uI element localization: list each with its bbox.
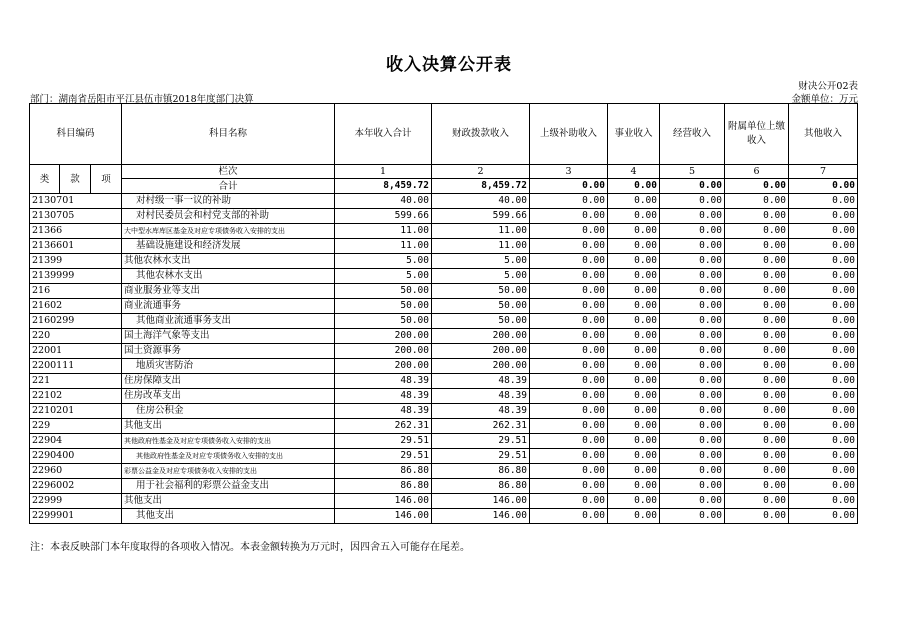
row-name: 商业服务业等支出: [122, 284, 335, 299]
row-name: 其他政府性基金及对应专项债务收入安排的支出: [122, 449, 335, 464]
income-table: [29, 103, 858, 524]
total-label: 合计: [122, 179, 335, 194]
row-value: 0.00: [608, 344, 660, 359]
row-name: 其他农林水支出: [122, 254, 335, 269]
row-value: 0.00: [725, 419, 789, 434]
row-value: 0.00: [725, 374, 789, 389]
total-value: 0.00: [530, 179, 608, 194]
table-row: [30, 449, 858, 464]
row-code: 2160299: [30, 314, 122, 329]
table-row: [30, 284, 858, 299]
header-c7: 其他收入: [789, 104, 858, 165]
table-row: [30, 404, 858, 419]
row-value: 0.00: [608, 434, 660, 449]
row-value: 0.00: [725, 389, 789, 404]
total-value: 0.00: [660, 179, 725, 194]
row-value: 0.00: [660, 194, 725, 209]
row-value: 0.00: [660, 224, 725, 239]
row-value: 86.80: [335, 479, 432, 494]
header-c1: 本年收入合计: [335, 104, 432, 165]
row-value: 0.00: [789, 344, 858, 359]
row-value: 86.80: [335, 464, 432, 479]
row-code: 2200111: [30, 359, 122, 374]
row-name: 用于社会福利的彩票公益金支出: [122, 479, 335, 494]
row-value: 200.00: [335, 329, 432, 344]
row-value: 0.00: [530, 284, 608, 299]
col-num: 4: [608, 165, 660, 179]
row-value: 0.00: [789, 224, 858, 239]
header-c4: 事业收入: [608, 104, 660, 165]
row-value: 29.51: [335, 434, 432, 449]
row-value: 0.00: [789, 449, 858, 464]
row-name: 住房公积金: [122, 404, 335, 419]
row-value: 0.00: [530, 344, 608, 359]
header-kuan: 款: [60, 165, 91, 194]
row-code: 2139999: [30, 269, 122, 284]
total-value: 0.00: [725, 179, 789, 194]
row-value: 29.51: [432, 449, 530, 464]
row-value: 0.00: [530, 389, 608, 404]
row-value: 86.80: [432, 464, 530, 479]
row-value: 50.00: [432, 284, 530, 299]
table-row: [30, 479, 858, 494]
table-row: [30, 269, 858, 284]
row-value: 0.00: [530, 224, 608, 239]
row-name: 商业流通事务: [122, 299, 335, 314]
row-code: 22904: [30, 434, 122, 449]
row-code: 22102: [30, 389, 122, 404]
row-value: 0.00: [660, 209, 725, 224]
row-value: 0.00: [530, 509, 608, 524]
row-value: 0.00: [789, 479, 858, 494]
row-value: 0.00: [530, 419, 608, 434]
row-value: 0.00: [608, 464, 660, 479]
total-value: 0.00: [789, 179, 858, 194]
table-row: [30, 344, 858, 359]
row-value: 0.00: [789, 494, 858, 509]
department-label: 部门：湖南省岳阳市平江县伍市镇2018年度部门决算: [30, 94, 254, 105]
row-code: 2136601: [30, 239, 122, 254]
row-value: 0.00: [608, 449, 660, 464]
row-value: 0.00: [725, 224, 789, 239]
row-value: 0.00: [608, 494, 660, 509]
row-value: 0.00: [725, 299, 789, 314]
table-row: [30, 299, 858, 314]
header-lanci: 栏次: [122, 165, 335, 179]
row-value: 0.00: [789, 299, 858, 314]
row-value: 48.39: [335, 374, 432, 389]
table-row: [30, 494, 858, 509]
row-value: 0.00: [608, 509, 660, 524]
row-value: 0.00: [725, 284, 789, 299]
row-value: 0.00: [725, 194, 789, 209]
row-name: 其他政府性基金及对应专项债务收入安排的支出: [122, 434, 335, 449]
row-code: 21399: [30, 254, 122, 269]
row-value: 0.00: [725, 344, 789, 359]
row-value: 0.00: [789, 374, 858, 389]
row-code: 22960: [30, 464, 122, 479]
row-value: 262.31: [432, 419, 530, 434]
row-value: 11.00: [432, 239, 530, 254]
header-xiang: 项: [91, 165, 122, 194]
row-value: 0.00: [660, 479, 725, 494]
footnote: 注：本表反映部门本年度取得的各项收入情况。本表金额转换为万元时，因四舍五入可能存在尾差。: [30, 542, 470, 553]
row-value: 48.39: [432, 374, 530, 389]
total-row: [30, 179, 858, 194]
row-code: 229: [30, 419, 122, 434]
row-value: 0.00: [608, 194, 660, 209]
row-value: 0.00: [725, 209, 789, 224]
row-value: 0.00: [789, 389, 858, 404]
row-value: 0.00: [608, 299, 660, 314]
row-value: 0.00: [789, 329, 858, 344]
header-c6: 附属单位上缴收入: [725, 104, 789, 165]
row-value: 0.00: [530, 464, 608, 479]
row-code: 22001: [30, 344, 122, 359]
row-value: 0.00: [608, 329, 660, 344]
row-value: 0.00: [530, 194, 608, 209]
col-num: 1: [335, 165, 432, 179]
row-value: 0.00: [530, 434, 608, 449]
row-value: 0.00: [530, 329, 608, 344]
header-code: 科目编码: [30, 104, 122, 165]
row-name: 对村级一事一议的补助: [122, 194, 335, 209]
row-value: 29.51: [432, 434, 530, 449]
row-value: 0.00: [660, 344, 725, 359]
row-code: 221: [30, 374, 122, 389]
row-code: 2299901: [30, 509, 122, 524]
header-c5: 经营收入: [660, 104, 725, 165]
row-value: 48.39: [432, 389, 530, 404]
row-value: 146.00: [432, 509, 530, 524]
row-value: 200.00: [432, 344, 530, 359]
row-value: 0.00: [660, 449, 725, 464]
row-value: 0.00: [660, 419, 725, 434]
row-value: 0.00: [530, 209, 608, 224]
row-value: 599.66: [335, 209, 432, 224]
row-value: 0.00: [530, 314, 608, 329]
row-value: 40.00: [432, 194, 530, 209]
row-value: 40.00: [335, 194, 432, 209]
row-value: 0.00: [608, 419, 660, 434]
row-value: 262.31: [335, 419, 432, 434]
table-row: [30, 239, 858, 254]
row-value: 0.00: [608, 224, 660, 239]
row-value: 48.39: [335, 389, 432, 404]
row-value: 0.00: [608, 254, 660, 269]
row-value: 0.00: [725, 479, 789, 494]
row-value: 0.00: [725, 434, 789, 449]
table-row: [30, 359, 858, 374]
row-value: 0.00: [608, 479, 660, 494]
row-value: 5.00: [432, 254, 530, 269]
row-value: 0.00: [725, 329, 789, 344]
row-value: 48.39: [335, 404, 432, 419]
table-row: [30, 374, 858, 389]
row-name: 其他支出: [122, 419, 335, 434]
row-value: 11.00: [432, 224, 530, 239]
row-value: 0.00: [530, 239, 608, 254]
row-name: 国土资源事务: [122, 344, 335, 359]
lanci-row: [30, 165, 858, 179]
row-value: 0.00: [660, 284, 725, 299]
table-row: [30, 209, 858, 224]
row-value: 0.00: [660, 254, 725, 269]
table-row: [30, 419, 858, 434]
row-value: 0.00: [789, 404, 858, 419]
row-value: 0.00: [608, 389, 660, 404]
row-value: 0.00: [789, 209, 858, 224]
row-value: 0.00: [660, 269, 725, 284]
row-value: 50.00: [335, 314, 432, 329]
row-code: 22999: [30, 494, 122, 509]
row-value: 0.00: [530, 479, 608, 494]
row-value: 0.00: [660, 374, 725, 389]
row-value: 0.00: [789, 314, 858, 329]
row-name: 其他支出: [122, 509, 335, 524]
row-value: 0.00: [608, 404, 660, 419]
row-value: 0.00: [530, 374, 608, 389]
row-value: 0.00: [660, 359, 725, 374]
row-value: 0.00: [660, 464, 725, 479]
row-value: 200.00: [335, 359, 432, 374]
row-value: 146.00: [335, 494, 432, 509]
row-value: 0.00: [530, 299, 608, 314]
row-code: 2210201: [30, 404, 122, 419]
col-num: 7: [789, 165, 858, 179]
row-name: 其他农林水支出: [122, 269, 335, 284]
row-value: 29.51: [335, 449, 432, 464]
row-value: 599.66: [432, 209, 530, 224]
row-value: 11.00: [335, 239, 432, 254]
row-value: 0.00: [660, 299, 725, 314]
row-value: 0.00: [608, 269, 660, 284]
row-value: 5.00: [335, 254, 432, 269]
total-value: 0.00: [608, 179, 660, 194]
total-value: 8,459.72: [432, 179, 530, 194]
row-value: 200.00: [432, 329, 530, 344]
row-name: 其他商业流通事务支出: [122, 314, 335, 329]
row-value: 0.00: [660, 389, 725, 404]
row-value: 0.00: [725, 494, 789, 509]
row-value: 0.00: [725, 314, 789, 329]
row-name: 大中型水库库区基金及对应专项债务收入安排的支出: [122, 224, 335, 239]
row-value: 50.00: [432, 299, 530, 314]
row-value: 0.00: [725, 269, 789, 284]
row-name: 彩票公益金及对应专项债务收入安排的支出: [122, 464, 335, 479]
row-value: 0.00: [789, 269, 858, 284]
header-c2: 财政拨款收入: [432, 104, 530, 165]
row-value: 0.00: [725, 509, 789, 524]
row-code: 21602: [30, 299, 122, 314]
row-value: 200.00: [432, 359, 530, 374]
table-row: [30, 329, 858, 344]
row-value: 0.00: [789, 434, 858, 449]
row-value: 0.00: [725, 239, 789, 254]
row-name: 国土海洋气象等支出: [122, 329, 335, 344]
row-value: 0.00: [725, 464, 789, 479]
col-num: 5: [660, 165, 725, 179]
row-value: 0.00: [608, 239, 660, 254]
row-value: 0.00: [530, 359, 608, 374]
row-value: 0.00: [530, 404, 608, 419]
row-code: 220: [30, 329, 122, 344]
col-num: 2: [432, 165, 530, 179]
row-value: 50.00: [335, 284, 432, 299]
row-value: 0.00: [660, 329, 725, 344]
row-name: 地质灾害防治: [122, 359, 335, 374]
row-value: 50.00: [335, 299, 432, 314]
row-value: 200.00: [335, 344, 432, 359]
header-lei: 类: [30, 165, 60, 194]
page-title: 收入决算公开表: [386, 55, 512, 75]
row-value: 0.00: [660, 494, 725, 509]
row-value: 0.00: [530, 494, 608, 509]
row-value: 5.00: [432, 269, 530, 284]
table-row: [30, 224, 858, 239]
row-name: 住房改革支出: [122, 389, 335, 404]
row-value: 0.00: [608, 284, 660, 299]
table-row: [30, 509, 858, 524]
header-name: 科目名称: [122, 104, 335, 165]
header-row: [30, 104, 858, 165]
row-code: 21366: [30, 224, 122, 239]
row-name: 住房保障支出: [122, 374, 335, 389]
row-name: 其他支出: [122, 494, 335, 509]
table-row: [30, 389, 858, 404]
form-code: 财决公开02表: [798, 81, 858, 92]
row-value: 0.00: [725, 254, 789, 269]
row-value: 0.00: [660, 434, 725, 449]
row-value: 146.00: [335, 509, 432, 524]
row-value: 0.00: [608, 314, 660, 329]
unit-label: 金额单位：万元: [791, 94, 858, 105]
row-code: 2130705: [30, 209, 122, 224]
row-value: 0.00: [530, 254, 608, 269]
row-code: 216: [30, 284, 122, 299]
row-value: 0.00: [789, 254, 858, 269]
row-code: 2130701: [30, 194, 122, 209]
table-row: [30, 194, 858, 209]
row-value: 0.00: [725, 359, 789, 374]
row-value: 0.00: [660, 239, 725, 254]
row-value: 0.00: [660, 509, 725, 524]
row-value: 0.00: [608, 209, 660, 224]
row-value: 86.80: [432, 479, 530, 494]
row-value: 0.00: [789, 239, 858, 254]
row-value: 0.00: [789, 194, 858, 209]
row-value: 48.39: [432, 404, 530, 419]
row-value: 11.00: [335, 224, 432, 239]
row-value: 0.00: [725, 404, 789, 419]
row-code: 2296002: [30, 479, 122, 494]
row-value: 0.00: [725, 449, 789, 464]
row-value: 0.00: [660, 404, 725, 419]
table-row: [30, 254, 858, 269]
row-value: 0.00: [660, 314, 725, 329]
col-num: 6: [725, 165, 789, 179]
row-value: 0.00: [789, 509, 858, 524]
row-value: 0.00: [789, 359, 858, 374]
row-value: 0.00: [530, 449, 608, 464]
row-name: 基础设施建设和经济发展: [122, 239, 335, 254]
row-value: 0.00: [608, 359, 660, 374]
row-value: 0.00: [789, 284, 858, 299]
col-num: 3: [530, 165, 608, 179]
table-row: [30, 434, 858, 449]
row-value: 0.00: [530, 269, 608, 284]
row-value: 0.00: [608, 374, 660, 389]
row-value: 0.00: [789, 464, 858, 479]
row-value: 5.00: [335, 269, 432, 284]
table-row: [30, 464, 858, 479]
row-name: 对村民委员会和村党支部的补助: [122, 209, 335, 224]
row-value: 0.00: [789, 419, 858, 434]
row-value: 146.00: [432, 494, 530, 509]
row-value: 50.00: [432, 314, 530, 329]
table-row: [30, 314, 858, 329]
total-value: 8,459.72: [335, 179, 432, 194]
row-code: 2290400: [30, 449, 122, 464]
header-c3: 上级补助收入: [530, 104, 608, 165]
